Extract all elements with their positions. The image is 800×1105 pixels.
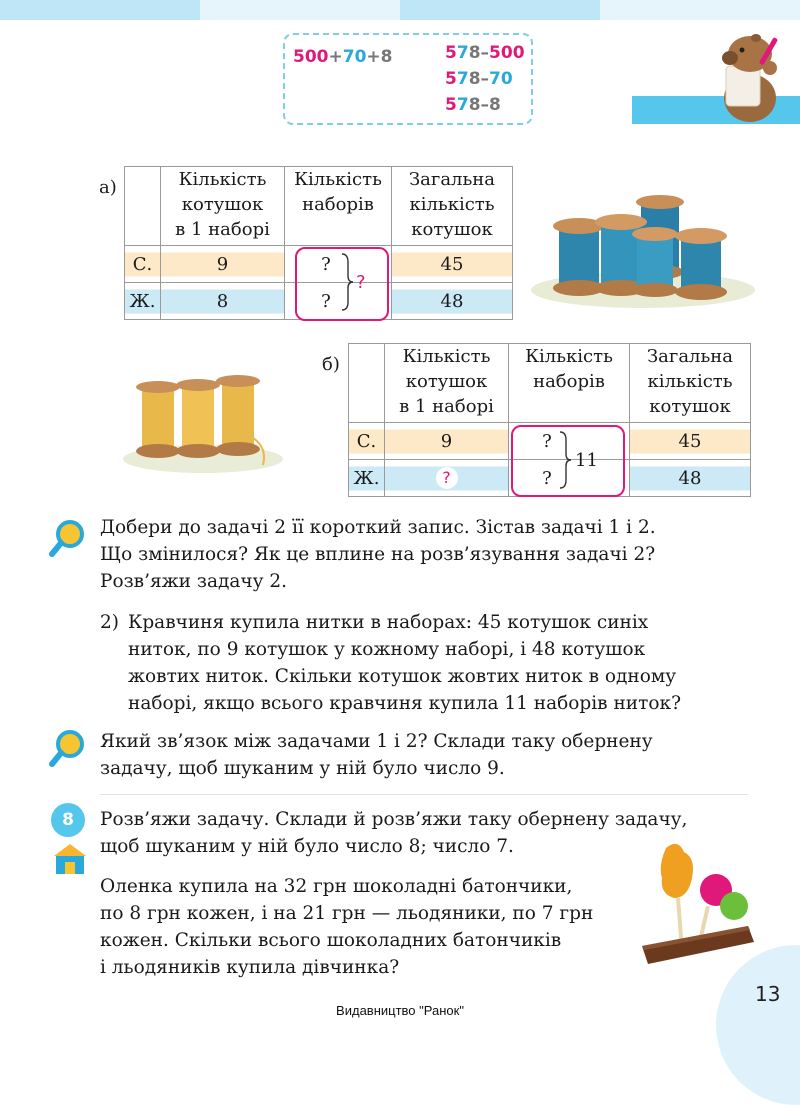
- header-per-set: Кількість котушок в 1 наборі: [385, 344, 509, 423]
- header-total: Загальна кількість котушок: [630, 344, 751, 423]
- page-corner-shape: [716, 945, 800, 1105]
- problem-2-number: 2): [100, 612, 119, 633]
- capybara-mascot-icon: [712, 26, 792, 124]
- table-row: С. 9 ? 45: [349, 423, 751, 460]
- candy-image: [638, 838, 758, 968]
- number-decomposition-box: [283, 33, 533, 125]
- problem-2-text: Кравчиня купила нитки в наборах: 45 котушок синіх ниток, по 9 котушок у кожному наборі, і 48 котушок жовтих ниток. Скільки котушок жовтих ниток в одному наборі, якщо всього кравчиня купила 11 наборів ниток?: [128, 612, 681, 714]
- exercise-8-problem: Оленка купила на 32 грн шоколадні батончики, по 8 грн кожен, і на 21 грн — льодяники, по 7 грн кожен. Скільки всього шоколадних батончиків і льодяників купила дівчинка?: [100, 876, 594, 978]
- brace-b: [558, 430, 572, 490]
- difference-line-2: 578–70: [445, 69, 513, 89]
- exercise-8-instruction: Розв’яжи задачу. Склади й розв’яжи таку обернену задачу, щоб шуканим у ній було число 8; число 7.: [100, 809, 688, 857]
- sum-expression: 500+70+8: [293, 47, 393, 67]
- exercise-number-badge: 8: [51, 803, 85, 837]
- table-a-label: а): [99, 177, 117, 198]
- top-color-strip: [0, 0, 800, 20]
- table-row: Ж. 8 ? 48: [125, 283, 513, 320]
- header-total: Загальна кількість котушок: [392, 167, 513, 246]
- page-number: 13: [755, 982, 781, 1006]
- brace-a-question: ?: [356, 272, 366, 293]
- task-relation-text: Який зв’язок між задачами 1 і 2? Склади таку обернену задачу, щоб шуканим у ній було число 9.: [100, 731, 653, 779]
- table-b-label: б): [322, 354, 340, 375]
- magnifier-icon: [48, 730, 86, 770]
- header-per-set: Кількість котушок в 1 наборі: [161, 167, 285, 246]
- brace-a: [340, 252, 354, 312]
- difference-line-3: 578–8: [445, 95, 501, 115]
- task-compare-text: Добери до задачі 2 її короткий запис. Зістав задачі 1 і 2. Що змінилося? Як це вплине на розв’язування задачі 2? Розв’яжи задачу 2.: [100, 517, 656, 592]
- table-row: С. 9 ? 45: [125, 246, 513, 283]
- difference-line-1: 578–500: [445, 43, 525, 63]
- divider: [100, 794, 748, 795]
- blue-thread-spools-image: [523, 182, 763, 312]
- header-sets: Кількість наборів: [285, 167, 392, 246]
- magnifier-icon: [48, 520, 86, 560]
- header-sets: Кількість наборів: [509, 344, 630, 423]
- yellow-thread-spools-image: [118, 365, 288, 475]
- table-row: Ж. ? ? 48: [349, 460, 751, 497]
- brace-b-total: 11: [575, 450, 598, 471]
- unknown-per-set-marker: ?: [436, 467, 458, 489]
- publisher-footer: Видавництво "Ранок": [336, 1003, 464, 1018]
- house-icon: [52, 842, 88, 876]
